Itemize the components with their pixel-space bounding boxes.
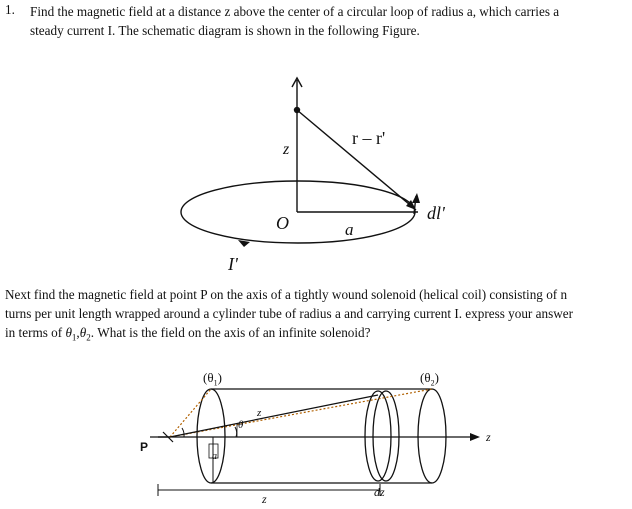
figure1-label-a: a	[345, 220, 354, 239]
figure1-label-z: z	[283, 141, 290, 158]
figure2-label-theta: θ	[238, 419, 244, 431]
figure2-label-a: a	[212, 451, 217, 462]
figure2-theta1: $(\theta_1)$	[203, 370, 222, 388]
figure1-label-dl: dl'	[427, 203, 445, 223]
theta-symbol-2: θ	[79, 325, 87, 340]
problem2-line3-end: . What is the field on the axis of an infinite solenoid?	[90, 325, 371, 340]
figure2-label-dz: dz	[374, 485, 385, 499]
figure2-label-z-axis: z	[486, 430, 491, 444]
problem1-line2: steady current I. The schematic diagram is shown in the following Figure.	[30, 23, 420, 38]
problem1-line1: Find the magnetic field at a distance z above the center of a circular loop of radius a, which carries a	[30, 4, 560, 19]
figure1-label-o: O	[276, 213, 289, 233]
problem2-line2: turns per unit length wrapped around a cylinder tube of radius a and carrying current I. express your answer	[5, 306, 573, 321]
problem2-line1: Next find the magnetic field at point P on the axis of a tightly wound solenoid (helical coil) consisting of n	[5, 287, 568, 302]
figure1-label-r: r – r'	[352, 128, 386, 148]
figure2-label-z-bottom: z	[262, 492, 267, 506]
figure2-label-z-inner: z	[257, 407, 262, 419]
problem-number: 1.	[5, 2, 15, 17]
theta-symbol: θ	[65, 325, 72, 340]
problem2-line3-start: in terms of	[5, 325, 66, 340]
figure2-theta2: $(\theta_2)$	[420, 370, 439, 388]
figure1-label-i: I'	[228, 254, 238, 274]
comma: ,	[76, 325, 80, 340]
theta-sub2: 2	[86, 332, 91, 343]
theta-sub1: 1	[71, 332, 77, 343]
figure2-label-p: P	[140, 440, 149, 454]
